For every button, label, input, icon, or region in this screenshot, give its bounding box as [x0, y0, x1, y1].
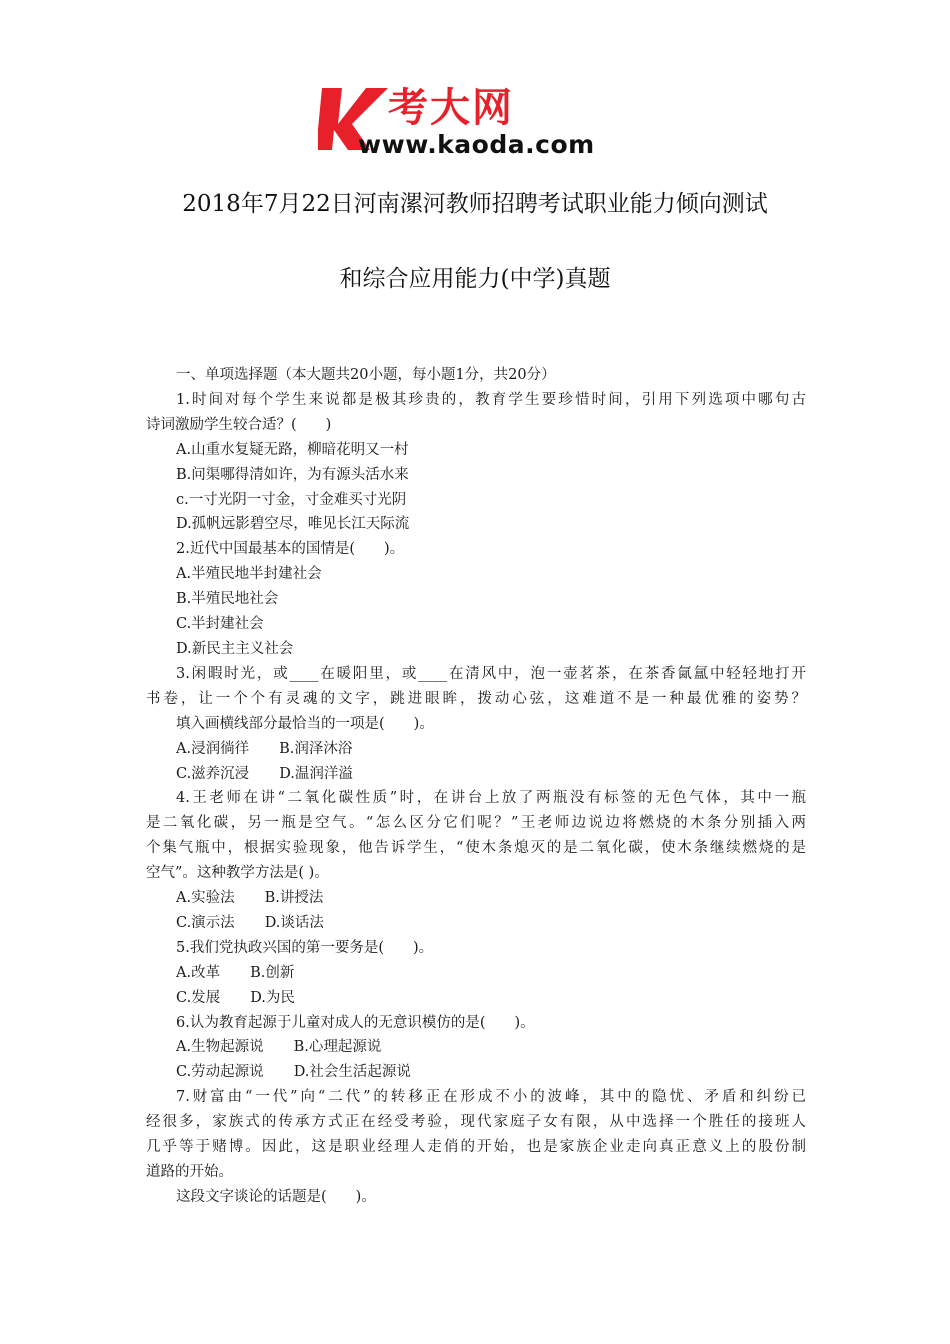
q2-stem: 2.近代中国最基本的国情是( )。 — [176, 541, 405, 558]
q4-options-row-2 — [146, 911, 806, 936]
q6-option-a: A.生物起源说 — [176, 1039, 264, 1056]
q2-option-d: D.新民主主义社会 — [176, 640, 294, 657]
q5-options-row-1 — [146, 961, 806, 986]
document-body — [146, 363, 806, 1210]
q2-option-a: A.半殖民地半封建社会 — [176, 566, 322, 583]
q3-option-b: B.润泽沐浴 — [279, 740, 353, 757]
q4-option-b: B.讲授法 — [264, 890, 324, 907]
q4-stem-line-1: 4.王老师在讲“二氧化碳性质”时，在讲台上放了两瓶没有标签的无色气体，其中一瓶 — [176, 790, 806, 807]
q7-stem-line-4: 道路的开始。 — [146, 1164, 233, 1180]
q5-option-c: C.发展 — [176, 989, 221, 1006]
q1-option-b: B.问渠哪得清如许，为有源头活水来 — [176, 466, 409, 483]
q6-option-c: C.劳动起源说 — [176, 1064, 264, 1081]
q1-option-c: c.一寸光阴一寸金，寸金难买寸光阴 — [176, 491, 407, 508]
q3-option-c: C.滋养沉浸 — [176, 765, 250, 782]
q4-stem-line-4: 空气”。这种教学方法是( )。 — [146, 865, 329, 882]
q2-option-b: B.半殖民地社会 — [176, 591, 279, 608]
q4-stem-line-2: 是二氧化碳，另一瓶是空气。“怎么区分它们呢？”王老师边说边将燃烧的木条分别插入两 — [146, 815, 806, 832]
q3-stem-line-2: 书卷，让一个个有灵魂的文字，跳进眼眸，拨动心弦，这难道不是一种最优雅的姿势？ — [146, 690, 806, 707]
q7-stem-line-1: 7.财富由“一代”向“二代”的转移正在形成不小的波峰，其中的隐忧、矛盾和纠纷已 — [176, 1089, 806, 1106]
q3-option-d: D.温润洋溢 — [279, 765, 353, 782]
q1-stem-line-1: 1.时间对每个学生来说都是极其珍贵的，教育学生要珍惜时间，引用下列选项中哪句古 — [176, 391, 806, 408]
q6-options-row-1 — [146, 1035, 806, 1060]
kaoda-logo — [318, 86, 638, 160]
q6-option-b: B.心理起源说 — [293, 1039, 382, 1056]
document-title-line-2: 和综合应用能力(中学)真题 — [339, 266, 611, 292]
q7-stem-line-5: 这段文字谈论的话题是( )。 — [176, 1188, 376, 1205]
q4-option-d: D.谈话法 — [264, 914, 324, 931]
q5-option-b: B.创新 — [250, 964, 295, 981]
q3-stem-line-3: 填入画横线部分最恰当的一项是( )。 — [176, 715, 434, 732]
logo-url: www.kaoda.com — [358, 130, 595, 159]
q2-option-c: C.半封建社会 — [176, 616, 264, 633]
q3-options-row-2 — [146, 762, 806, 787]
q1-option-a: A.山重水复疑无路，柳暗花明又一村 — [176, 441, 409, 458]
q4-stem-line-3: 个集气瓶中，根据实验现象，他告诉学生，“使木条熄灭的是二氧化碳，使木条继续燃烧的是 — [146, 840, 806, 857]
q1-stem-line-2: 诗词激励学生较合适？( ) — [146, 416, 332, 433]
q3-option-a: A.浸润徜徉 — [176, 740, 250, 757]
q6-stem: 6.认为教育起源于儿童对成人的无意识模仿的是( )。 — [176, 1014, 535, 1031]
q4-options-row-1 — [146, 886, 806, 911]
section-heading: 一、单项选择题（本大题共20小题，每小题1分，共20分） — [176, 367, 556, 383]
logo-brand-name: 考大网 — [388, 85, 514, 131]
q1-option-d: D.孤帆远影碧空尽，唯见长江天际流 — [176, 516, 410, 533]
q3-stem-line-1: 3.闲暇时光，或____在暖阳里，或____在清风中，泡一壶茗茶，在茶香氤氲中轻轻地打开 — [176, 665, 806, 682]
q6-option-d: D.社会生活起源说 — [293, 1064, 411, 1081]
q7-stem-line-3: 几乎等于赌博。因此，这是职业经理人走俏的开始，也是家族企业走向真正意义上的股份制 — [146, 1139, 806, 1156]
q5-options-row-2 — [146, 986, 806, 1011]
q5-stem: 5.我们党执政兴国的第一要务是( )。 — [176, 939, 434, 956]
q7-stem-line-2: 经很多，家族式的传承方式正在经受考验，现代家庭子女有限，从中选择一个胜任的接班人 — [146, 1114, 806, 1131]
document-title-line-1: 2018年7月22日河南漯河教师招聘考试职业能力倾向测试 — [182, 191, 768, 217]
q3-options-row-1 — [146, 737, 806, 762]
q4-option-a: A.实验法 — [176, 890, 235, 907]
q5-option-a: A.改革 — [176, 964, 221, 981]
q5-option-d: D.为民 — [250, 989, 295, 1006]
q6-options-row-2 — [146, 1060, 806, 1085]
q4-option-c: C.演示法 — [176, 914, 235, 931]
